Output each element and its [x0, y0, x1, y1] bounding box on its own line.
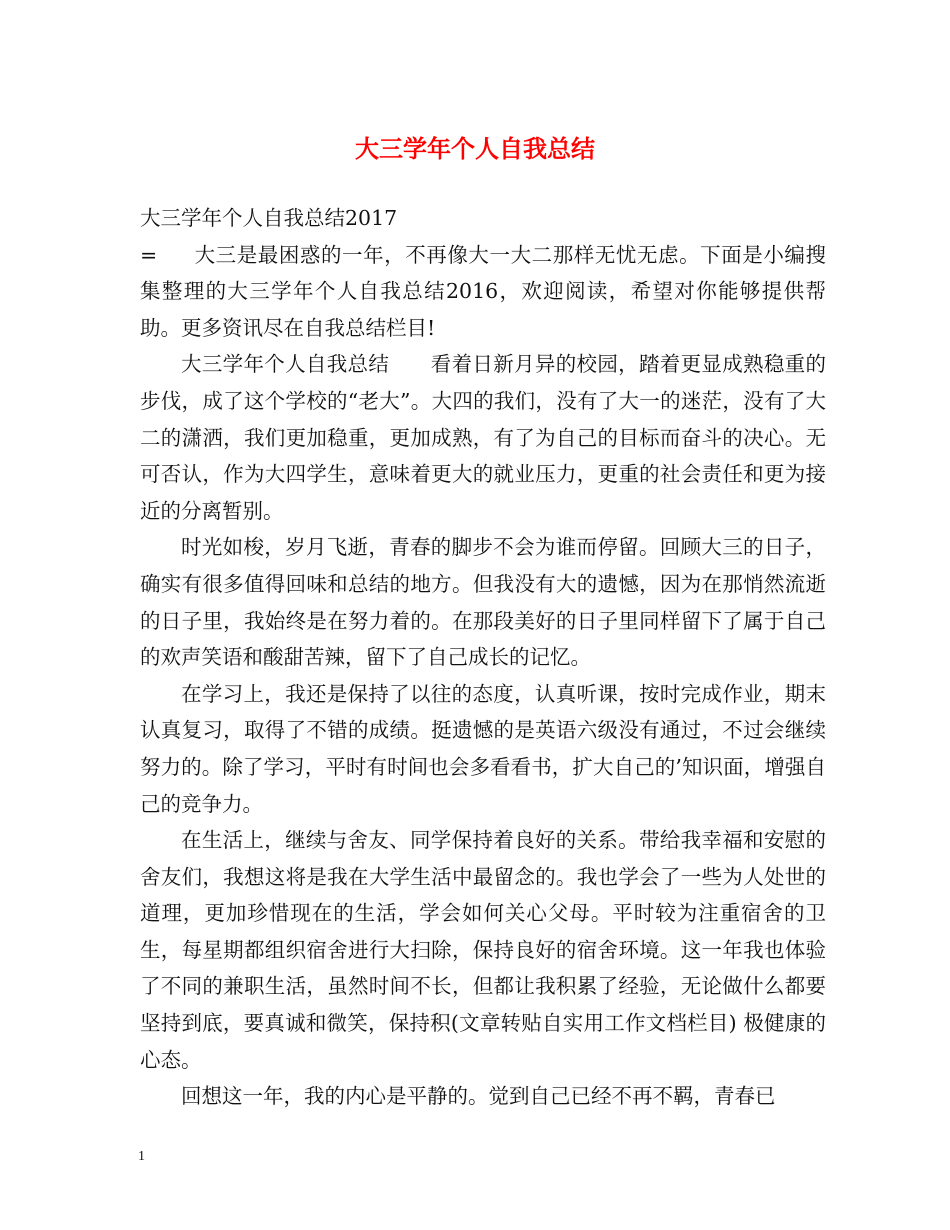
paragraph-1: 大三学年个人自我总结 看着日新月异的校园，踏着更显成熟稳重的步伐，成了这个学校的“老大”。大四的我们，没有了大一的迷茫，没有了大二的潇洒，我们更加稳重，更加成熟，有了为自己的目标而奋斗的决心。无可否认，作为大四学生，意味着更大的就业压力，更重的社会责任和更为接近的分离暂别。: [140, 352, 826, 523]
document-title: 大三学年个人自我总结: [355, 135, 595, 163]
intro-paragraph: [140, 237, 826, 347]
paragraph-4: 在生活上，继续与舍友、同学保持着良好的关系。带给我幸福和安慰的舍友们，我想这将是我在大学生活中最留念的。我也学会了一些为人处世的道理，更加珍惜现在的生活，学会如何关心父母。平时较为注重宿舍的卫生，每星期都组织宿舍进行大扫除，保持良好的宿舍环境。这一年我也体验了不同的兼职生活，虽然时间不长，但都让我积累了经验，无论做什么都要坚持到底，要真诚和微笑，保持积(文章转贴自实用工作文档栏目) 极健康的心态。: [140, 828, 826, 1072]
paragraph-5: 回想这一年，我的内心是平静的。觉到自己已经不再不羁，青春已: [181, 1084, 776, 1109]
page-number: 1: [138, 1149, 145, 1164]
intro-marker: =: [140, 242, 158, 267]
document-subtitle: 大三学年个人自我总结2017: [140, 206, 398, 230]
intro-text: 大三是最困惑的一年，不再像大一大二那样无忧无虑。下面是小编搜集整理的大三学年个人自我总结2016，欢迎阅读，希望对你能够提供帮助。更多资讯尽在自我总结栏目!: [140, 242, 826, 340]
paragraph-2: 时光如梭，岁月飞逝，青春的脚步不会为谁而停留。回顾大三的日子，确实有很多值得回味和总结的地方。但我没有大的遗憾，因为在那悄然流逝的日子里，我始终是在努力着的。在那段美好的日子里同样留下了属于自己的欢声笑语和酸甜苦辣，留下了自己成长的记忆。: [140, 535, 826, 670]
document-body: [140, 200, 826, 1115]
paragraph-3: 在学习上，我还是保持了以往的态度，认真听课，按时完成作业，期末认真复习，取得了不错的成绩。挺遗憾的是英语六级没有通过，不过会继续努力的。除了学习，平时有时间也会多看看书，扩大自己的’知识面，增强自己的竞争力。: [140, 681, 826, 816]
